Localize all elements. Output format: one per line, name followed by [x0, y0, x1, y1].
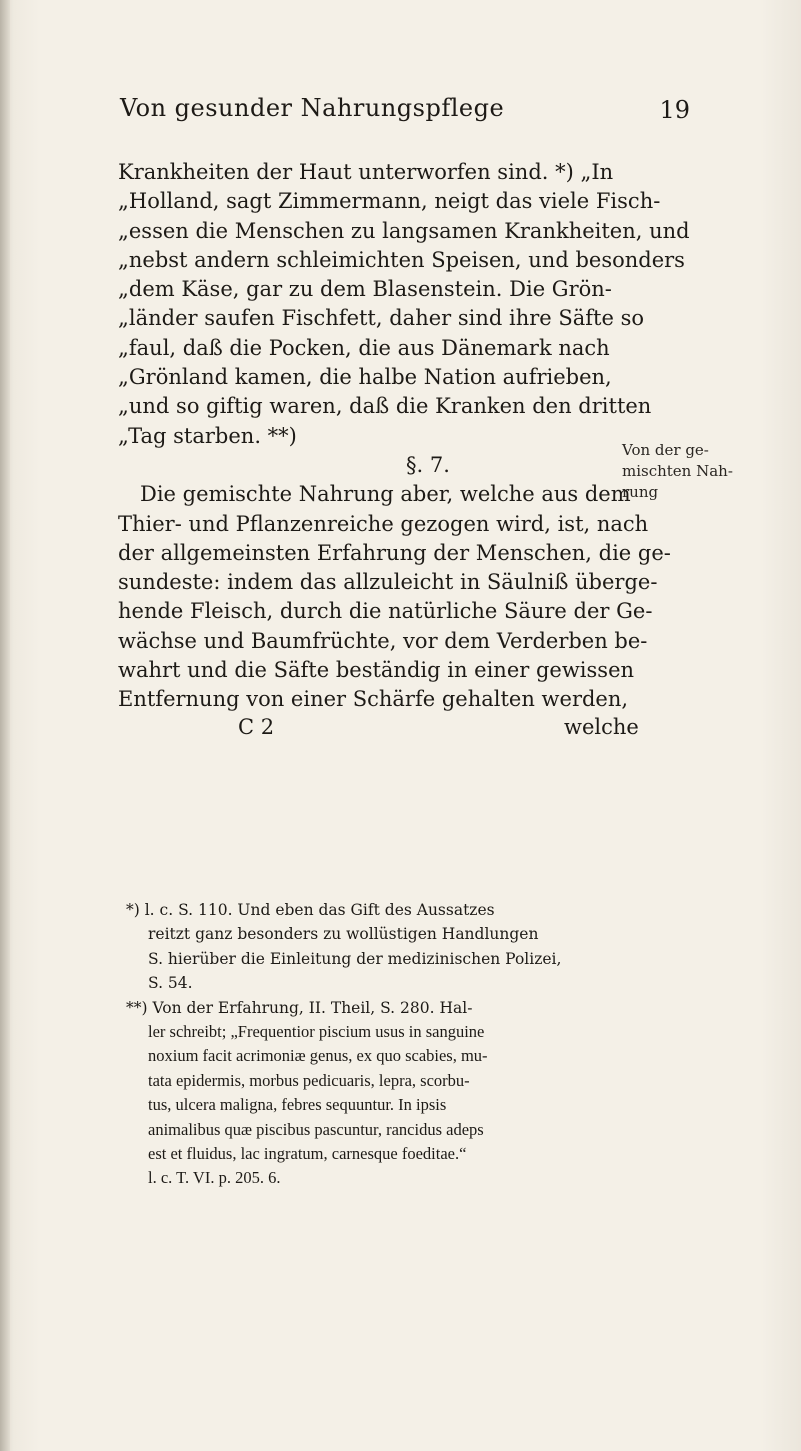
text-line: „Tag starben. **) [118, 423, 297, 448]
margin-note-line: mischten Nah- [622, 462, 733, 480]
page-number: 19 [659, 96, 690, 124]
margin-note-line: Von der ge- [622, 441, 709, 459]
footnote-line: reitzt ganz besonders zu wollüstigen Handlungen [148, 925, 539, 944]
page-spine-edge [0, 0, 10, 1451]
footnote-line: tus, ulcera maligna, febres sequuntur. In ipsis [148, 1095, 447, 1115]
footnote-line: l. c. T. VI. p. 205. 6. [148, 1168, 281, 1188]
catchword: welche [564, 714, 639, 739]
text-line: „nebst andern schleimichten Speisen, und besonders [118, 247, 685, 272]
text-line: „essen die Menschen zu langsamen Krankheiten, und [118, 218, 690, 243]
footnote-line: S. 54. [148, 974, 193, 993]
text-line: wahrt und die Säfte beständig in einer gewissen [118, 658, 635, 683]
running-title: Von gesunder Nahrungspflege [120, 94, 505, 122]
footnote-line: noxium facit acrimoniæ genus, ex quo scabies, mu- [148, 1046, 488, 1066]
text-line: sundeste: indem das allzuleicht in Säulniß überge- [118, 570, 658, 595]
text-line: „länder saufen Fischfett, daher sind ihre Säfte so [118, 306, 645, 331]
text-line: Entfernung von einer Schärfe gehalten werden, [118, 687, 629, 712]
text-line: hende Fleisch, durch die natürliche Säure der Ge- [118, 599, 653, 624]
text-line: „und so giftig waren, daß die Kranken den dritten [118, 394, 652, 419]
footnote-line: animalibus quæ piscibus pascuntur, rancidus adeps [148, 1119, 484, 1139]
text-line: „Grönland kamen, die halbe Nation aufrieben, [118, 365, 612, 390]
text-line: der allgemeinsten Erfahrung der Menschen, die ge- [118, 540, 671, 565]
footnote-line: **) Von der Erfahrung, II. Theil, S. 280. Hal- [126, 998, 473, 1017]
section-heading: §. 7. [406, 452, 450, 477]
footnotes [126, 898, 726, 1191]
page-header [120, 86, 700, 130]
signature-mark: C 2 [238, 714, 275, 739]
footnote-line: *) l. c. S. 110. Und eben das Gift des Aussatzes [126, 901, 495, 919]
text-line: „Holland, sagt Zimmermann, neigt das viele Fisch- [118, 189, 661, 214]
footnote-line: tata epidermis, morbus pedicuaris, lepra, scorbu- [148, 1070, 470, 1090]
text-line: „faul, daß die Pocken, die aus Dänemark nach [118, 335, 610, 360]
footnote-line: est et fluidus, lac ingratum, carnesque foeditae.“ [148, 1143, 467, 1163]
text-line: „dem Käse, gar zu dem Blasenstein. Die Grön- [118, 277, 612, 302]
signature-line [118, 715, 718, 744]
text-line: wächse und Baumfrüchte, vor dem Verderben be- [118, 628, 648, 653]
text-line: Die gemischte Nahrung aber, welche aus dem [140, 482, 631, 507]
text-line: Thier- und Pflanzenreiche gezogen wird, ist, nach [118, 511, 649, 536]
margin-note [622, 440, 792, 503]
footnote-line: ler schreibt; „Frequentior piscium usus in sanguine [148, 1021, 485, 1041]
footnote-line: S. hierüber die Einleitung der medizinischen Polizei, [148, 949, 562, 968]
margin-note-line: rung [622, 483, 659, 501]
text-line: Krankheiten der Haut unterworfen sind. *) „In [118, 160, 614, 184]
